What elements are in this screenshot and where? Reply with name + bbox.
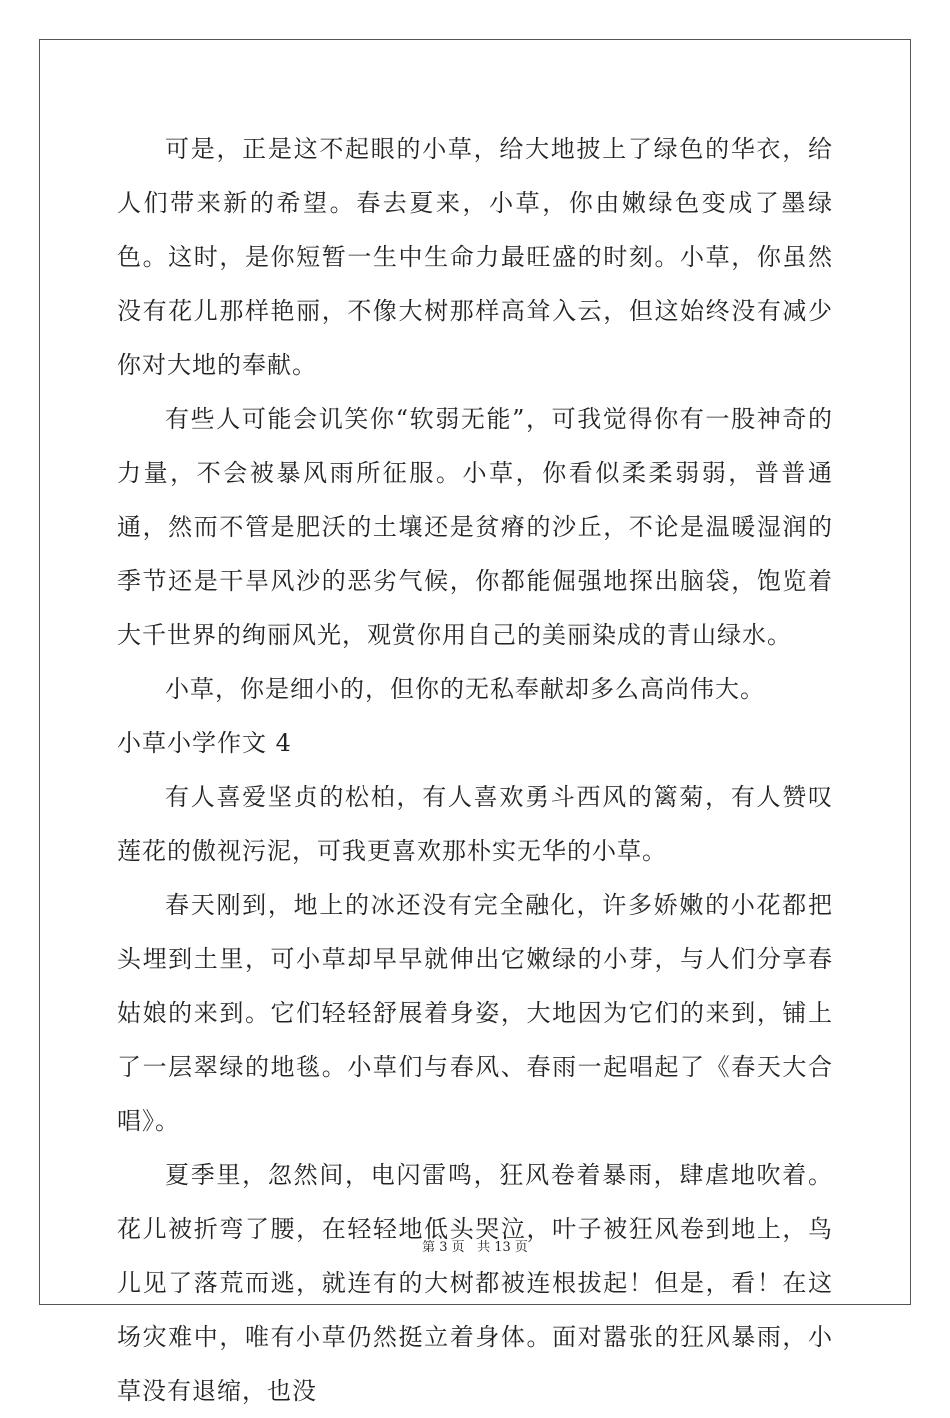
paragraph: 可是，正是这不起眼的小草，给大地披上了绿色的华衣，给人们带来新的希望。春去夏来，小草，你由嫩绿色变成了墨绿色。这时，是你短暂一生中生命力最旺盛的时刻。小草，你虽然没有花儿那样艳丽，不像大树那样高耸入云，但这始终没有减少你对大地的奉献。 xyxy=(117,135,833,379)
paragraph: 有人喜爱坚贞的松柏，有人喜欢勇斗西风的篱菊，有人赞叹莲花的傲视污泥，可我更喜欢那朴实无华的小草。 xyxy=(117,783,833,865)
document-body xyxy=(117,122,833,1418)
page-footer xyxy=(0,1236,950,1255)
paragraph: 有些人可能会讥笑你“软弱无能”，可我觉得你有一股神奇的力量，不会被暴风雨所征服。小草，你看似柔柔弱弱，普普通通，然而不管是肥沃的土壤还是贫瘠的沙丘，不论是温暖湿润的季节还是干旱风沙的恶劣气候，你都能倔强地探出脑袋，饱览着大千世界的绚丽风光，观赏你用自己的美丽染成的青山绿水。 xyxy=(117,405,833,649)
paragraph: 春天刚到，地上的冰还没有完全融化，许多娇嫩的小花都把头埋到土里，可小草却早早就伸出它嫩绿的小芽，与人们分享春姑娘的来到。它们轻轻舒展着身姿，大地因为它们的来到，铺上了一层翠绿的地毯。小草们与春风、春雨一起唱起了《春天大合唱》。 xyxy=(117,891,833,1135)
section-heading: 小草小学作文 4 xyxy=(117,729,292,757)
paragraph: 小草，你是细小的，但你的无私奉献却多么高尚伟大。 xyxy=(165,675,765,703)
paragraph: 夏季里，忽然间，电闪雷鸣，狂风卷着暴雨，肆虐地吹着。花儿被折弯了腰，在轻轻地低头哭泣，叶子被狂风卷到地上，鸟儿见了落荒而逃，就连有的大树都被连根拔起！但是，看！在这场灾难中，唯有小草仍然挺立着身体。面对嚣张的狂风暴雨，小草没有退缩，也没 xyxy=(117,1161,833,1405)
page-total: 共 13 页 xyxy=(477,1240,528,1255)
page-number: 第 3 页 xyxy=(422,1240,465,1255)
